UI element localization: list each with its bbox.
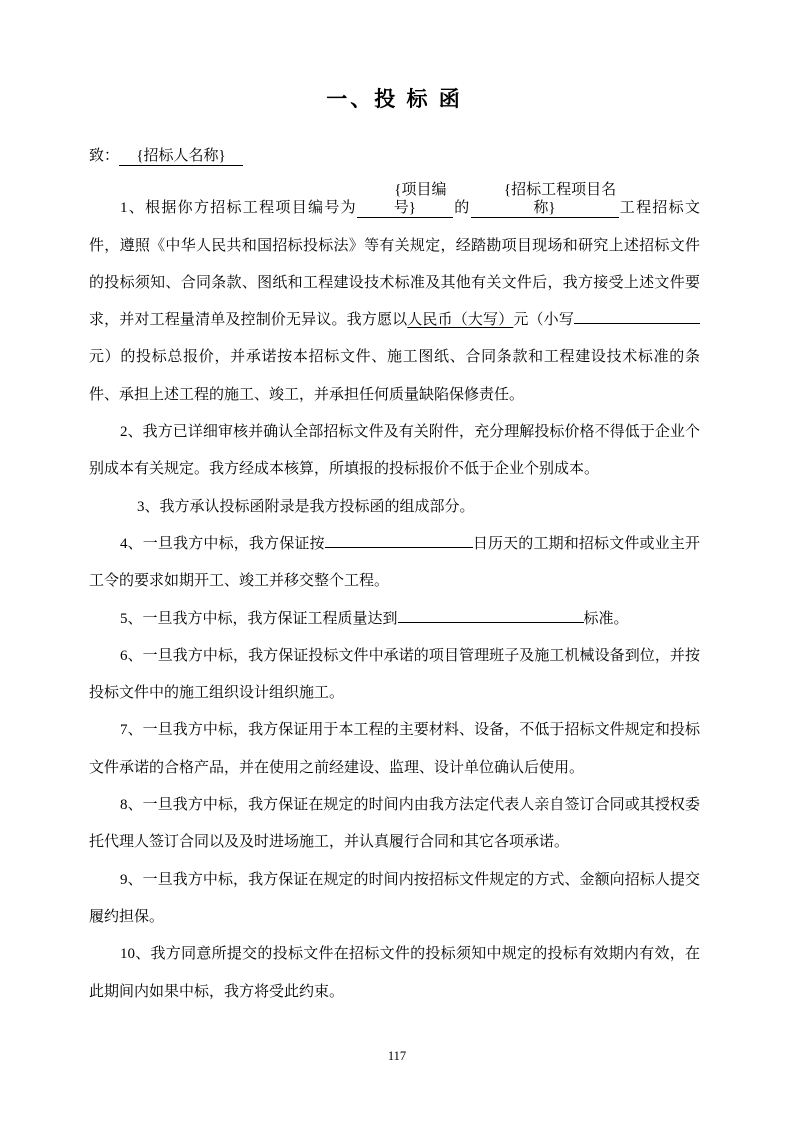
paragraph-4 [89, 526, 700, 601]
project-name-blank: {招标工程项目名称} [471, 181, 619, 218]
calendar-days-blank [325, 547, 473, 548]
paragraph-1 [89, 181, 700, 414]
paragraph-4-text: 日历天的工期和招标文件或业主开工令的要求如期开工、竣工并移交整个工程。 [89, 535, 700, 590]
quality-standard-blank [398, 622, 584, 623]
paragraph-3: 3、我方承认投标函附录是我方投标函的组成部分。 [137, 498, 475, 515]
paragraph-1-text: 元（小写 [513, 312, 574, 329]
paragraph-5-text: 5、一旦我方中标，我方保证工程质量达到 [120, 610, 398, 627]
project-number-blank: {项目编号} [357, 181, 453, 218]
paragraph-1-text: 元）的投标总报价，并承诺按本招标文件、施工图纸、合同条款和工程建设技术标准的条件、承担上述工程的施工、竣工，并承担任何质量缺陷保修责任。 [89, 349, 700, 403]
paragraph-4-text: 4、一旦我方中标，我方保证按 [120, 535, 325, 552]
paragraph-6: 6、一旦我方中标，我方保证投标文件中承诺的项目管理班子及施工机械设备到位，并按投标文件中的施工组织设计组织施工。 [89, 647, 700, 702]
addressee-label: 致： [89, 148, 120, 164]
page-number: 117 [387, 1049, 407, 1063]
paragraph-10: 10、我方同意所提交的投标文件在招标文件的投标须知中规定的投标有效期内有效，在此期间内如果中标，我方将受此约束。 [89, 946, 700, 1000]
paragraph-5-text: 标准。 [583, 610, 629, 627]
currency-capital-underlined: 人民币（大写） [407, 312, 514, 329]
paragraph-8: 8、一旦我方中标，我方保证在规定的时间内由我方法定代表人亲自签订合同或其授权委托代理人签订合同以及及时进场施工，并认真履行合同和其它各项承诺。 [89, 797, 700, 851]
paragraph-1-text: 的 [452, 200, 471, 217]
paragraph-9: 9、一旦我方中标，我方保证在规定的时间内按招标文件规定的方式、金额向招标人提交履约担保。 [89, 871, 700, 925]
bidder-name-blank: {招标人名称} [119, 147, 243, 166]
addressee-line [89, 138, 700, 175]
paragraph-1-text: 1、根据你方招标工程项目编号为 [120, 200, 357, 217]
paragraph-2: 2、我方已详细审核并确认全部招标文件及有关附件，充分理解投标价格不得低于企业个别成本有关规定。我方经成本核算，所填报的投标报价不低于企业个别成本。 [89, 424, 700, 478]
paragraph-7: 7、一旦我方中标，我方保证用于本工程的主要材料、设备，不低于招标文件规定和投标文件承诺的合格产品，并在使用之前经建设、监理、设计单位确认后使用。 [89, 722, 700, 776]
amount-lowercase-blank [574, 323, 700, 324]
page-title: 一、投 标 函 [326, 87, 463, 111]
paragraph-5 [89, 601, 700, 638]
paragraph-1-text: 工程招标文件，遵照《中华人民共和国招标投标法》等有关规定，经踏勘项目现场和研究上述招标文件的投标须知、合同条款、图纸和工程建设技术标准及其他有关文件后，我方接受上述文件要求，并对工程量清单及控制价无异议。我方愿以 [89, 200, 700, 329]
